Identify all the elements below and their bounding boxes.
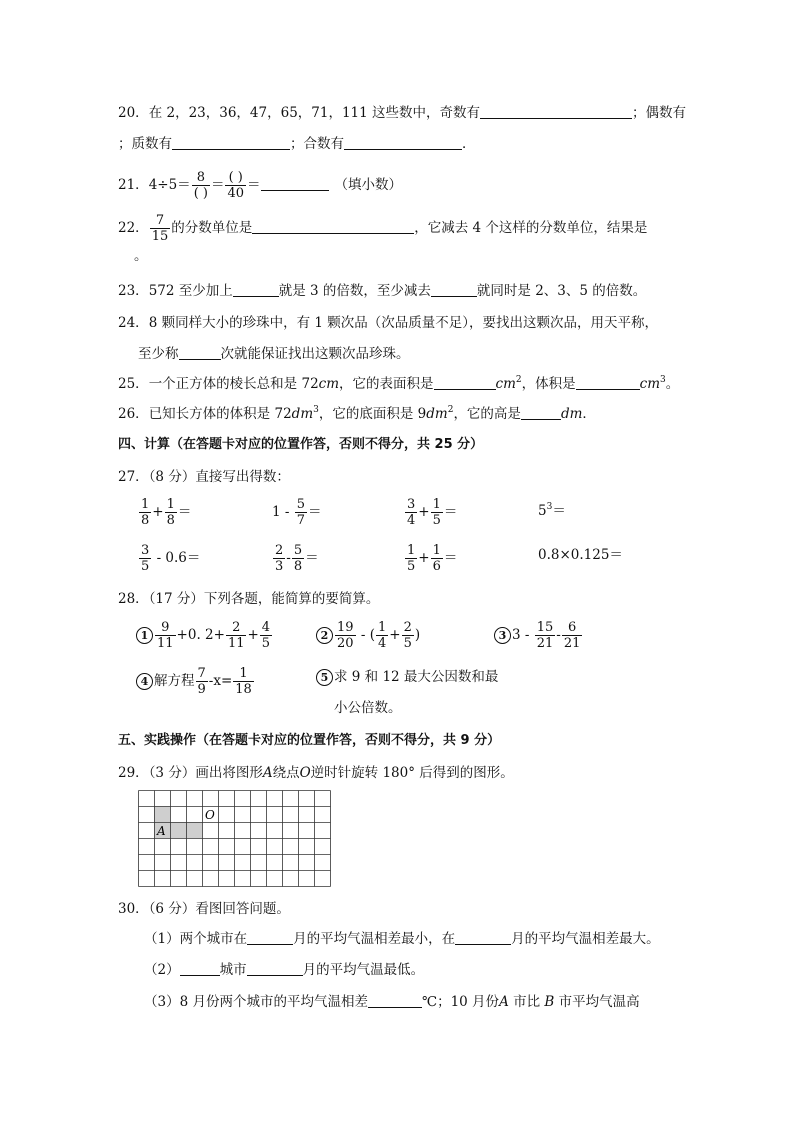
shaded-cell (154, 806, 170, 822)
q28 (118, 590, 379, 608)
q24-line1 (118, 314, 658, 332)
q20-text: ；质数有 (118, 136, 172, 152)
answer-blank[interactable] (233, 282, 279, 297)
exponent: 2 (447, 405, 454, 415)
answer-blank[interactable] (521, 405, 561, 420)
fraction: $\frac{8}{( )}$ (193, 170, 208, 201)
expression: 4÷5＝ (148, 177, 191, 193)
shaded-cell (186, 822, 202, 838)
question-number: 24． (118, 315, 149, 331)
q27 (118, 468, 290, 486)
calc-r1c2: 1 - $\frac{5}{7}$ ＝ (272, 497, 322, 528)
unit: dm (560, 406, 583, 422)
unit: cm (495, 376, 516, 392)
q20-line2 (118, 135, 476, 153)
q22-text: 的分数单位是 (171, 220, 253, 236)
q30: 30．（6 分）看图回答问题。 (118, 901, 290, 917)
circled-number: 3 (494, 627, 511, 644)
circled-number: 1 (136, 627, 153, 644)
q27-text: （8 分）直接写出得数： (148, 469, 290, 485)
exponent: 2 (515, 375, 522, 385)
q30-part1: （1）两个城市在 月的平均气温相差最小，在 月的平均气温相差最大。 (144, 931, 660, 947)
grid-label-a: A (157, 824, 166, 838)
question-number: 26． (118, 406, 149, 422)
calc-r2c4: 0.8×0.125＝ (538, 547, 623, 563)
answer-blank[interactable] (368, 993, 422, 1008)
simp-p5-line1: 5 求 9 和 12 最大公因数和最 (316, 668, 498, 686)
question-number: 23． (118, 283, 149, 299)
q23-text: 572 至少加上 (148, 283, 233, 299)
q23 (118, 282, 646, 300)
exponent: 3 (660, 375, 666, 385)
answer-blank[interactable] (431, 282, 477, 297)
section-heading-5: 五、实践操作（在答题卡对应的位置作答，否则不得分，共 9 分） (118, 733, 501, 748)
answer-blank[interactable] (576, 375, 640, 390)
grid-label-o: O (205, 808, 215, 822)
calc-r2c2: $\frac{2}{3}$ - $\frac{5}{8}$ ＝ (275, 543, 319, 574)
rotation-grid[interactable] (138, 790, 335, 887)
unit: dm (426, 406, 448, 422)
q30-part2: （2） 城市 月的平均气温最低。 (144, 962, 425, 978)
q20-line1 (118, 104, 686, 122)
q22-line1 (118, 213, 647, 244)
calc-r1c4: $5^3=$ (538, 502, 566, 519)
question-number: 22． (118, 220, 149, 236)
answer-blank[interactable] (434, 375, 496, 390)
answer-blank[interactable] (179, 345, 221, 360)
simp-p1: 1 $\frac{9}{11}$ +0. 2+ $\frac{2}{11}$ + $\frac{4}{5}$ (136, 620, 273, 651)
answer-blank[interactable] (247, 930, 293, 945)
answer-blank[interactable] (480, 104, 632, 119)
simp-p4: 4 解方程 $\frac{7}{9}$ -x= $\frac{1}{18}$ (136, 666, 255, 697)
equals: ＝ (247, 177, 261, 193)
circled-number: 2 (316, 627, 333, 644)
calc-r2c3: $\frac{1}{5}$ + $\frac{1}{6}$ ＝ (407, 543, 458, 574)
q25-text: ，它的表面积是 (339, 376, 434, 392)
q23-text: 就同时是 2、3、5 的倍数。 (476, 283, 647, 299)
circled-number: 5 (316, 669, 333, 686)
answer-blank[interactable] (455, 930, 511, 945)
unit: dm (291, 406, 314, 422)
question-number: 27． (118, 469, 149, 485)
question-number: 25． (118, 376, 149, 392)
question-number: 30． (118, 901, 149, 917)
note: （填小数） (334, 177, 403, 193)
period: 。 (134, 248, 148, 264)
q20-text: ；合数有 (290, 136, 344, 152)
simp-p2: 2 $\frac{19}{20}$ - ( $\frac{1}{4}$ + $\frac{2}{5}$ ) (316, 620, 420, 651)
q29: 29．（3 分）画出将图形A绕点O逆时针旋转 180° 后得到的图形。 (118, 765, 514, 781)
question-number: 28． (118, 591, 149, 607)
calc-r2c1: $\frac{3}{5}$ - 0.6＝ (141, 543, 201, 574)
q24-text: 次就能保证找出这颗次品珍珠。 (220, 346, 410, 362)
answer-blank[interactable] (172, 135, 290, 150)
q24-text: 至少称 (138, 346, 179, 362)
unit: cm (639, 376, 661, 392)
calc-r1c1: $\frac{1}{8}$ + $\frac{1}{8}$ ＝ (141, 497, 192, 528)
simp-p3: 3 3 - $\frac{15}{21}$ - $\frac{6}{21}$ (494, 620, 583, 651)
q28-text: （17 分）下列各题，能简算的要简算。 (148, 591, 380, 607)
fraction: $\frac{( )}{40}$ (227, 170, 245, 201)
q25 (118, 375, 679, 393)
equals: ＝ (210, 177, 225, 193)
shaded-cell (170, 822, 186, 838)
q26-text: ，它的高是 (453, 406, 521, 422)
q24-text: 8 颗同样大小的珍珠中，有 1 颗次品（次品质量不足），要找出这颗次品，用天平称， (148, 315, 658, 331)
answer-blank[interactable] (252, 219, 414, 234)
q22-text: ，它减去 4 个这样的分数单位，结果是 (414, 220, 648, 236)
calc-r1c3: $\frac{3}{4}$ + $\frac{1}{5}$ ＝ (407, 497, 458, 528)
q30-part3: （3）8 月份两个城市的平均气温相差 ℃；10 月份A 市比 B 市平均气温高 (144, 994, 640, 1010)
question-number: 20． (118, 105, 149, 121)
exponent: 3 (313, 405, 319, 415)
q25-text: ，体积是 (521, 376, 576, 392)
question-number: 29． (118, 765, 149, 781)
period: ． (462, 136, 476, 152)
answer-blank[interactable] (180, 961, 220, 976)
question-number: 21． (118, 177, 149, 193)
period: 。 (665, 376, 680, 392)
q22-line2 (134, 247, 148, 265)
unit: cm (318, 376, 340, 392)
fraction: $\frac{7}{15}$ (151, 213, 169, 244)
q23-text: 就是 3 的倍数，至少减去 (278, 283, 431, 299)
simp-p5-line2: 小公倍数。 (334, 700, 402, 716)
answer-blank[interactable] (261, 176, 329, 191)
q26 (118, 405, 596, 423)
q25-text: 一个正方体的棱长总和是 72 (148, 376, 319, 392)
circled-number: 4 (136, 673, 153, 690)
q20-text: ；偶数有 (632, 105, 687, 121)
q21 (118, 170, 402, 201)
period: ． (582, 406, 596, 422)
q26-text: 已知长方体的体积是 72 (148, 406, 292, 422)
answer-blank[interactable] (247, 961, 303, 976)
q24-line2 (138, 345, 410, 363)
q26-text: ，它的底面积是 9 (318, 406, 427, 422)
answer-blank[interactable] (344, 135, 462, 150)
section-heading-4: 四、计算（在答题卡对应的位置作答，否则不得分，共 25 分） (118, 437, 484, 452)
q20-text: 在 2，23，36，47，65，71，111 这些数中，奇数有 (148, 105, 481, 121)
